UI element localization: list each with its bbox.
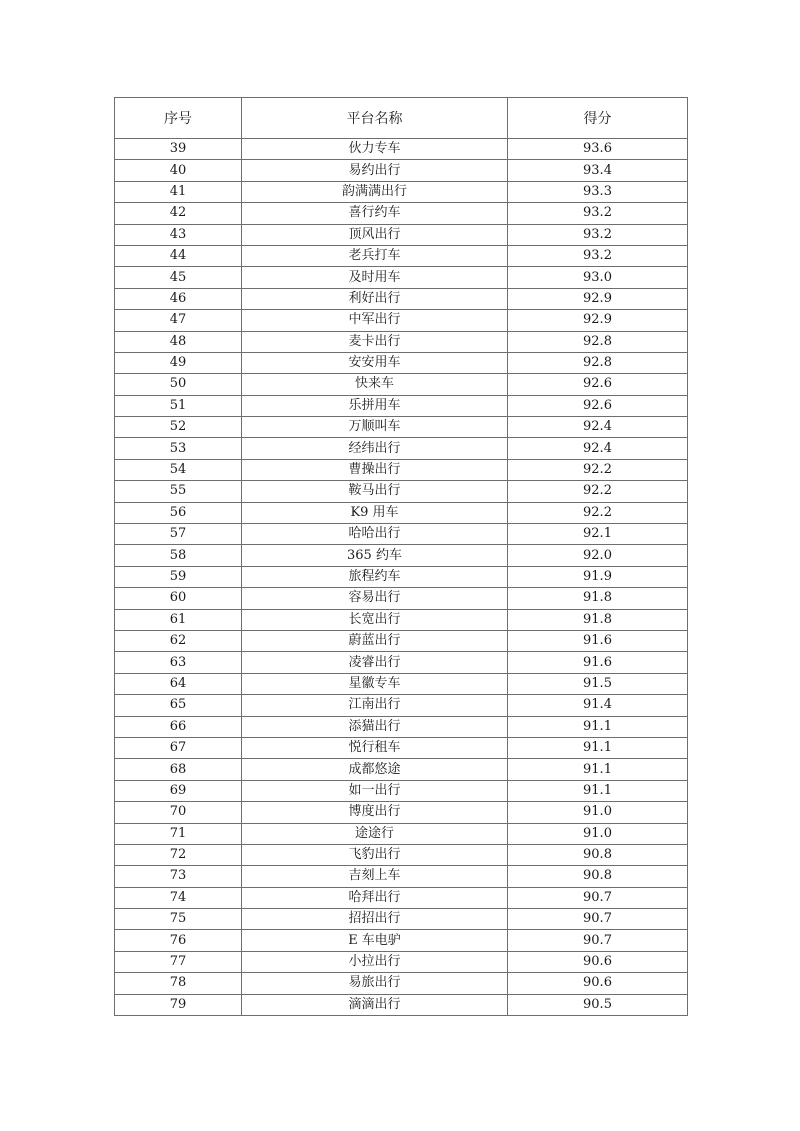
cell-score: 91.1 [508, 780, 688, 801]
cell-platform-name: 中军出行 [242, 310, 508, 331]
cell-platform-name: 安安用车 [242, 352, 508, 373]
table-row [115, 887, 688, 908]
table-row [115, 994, 688, 1015]
cell-score: 92.2 [508, 502, 688, 523]
header-index: 序号 [115, 98, 242, 139]
table-row [115, 224, 688, 245]
table-row [115, 909, 688, 930]
cell-index: 56 [115, 502, 242, 523]
cell-index: 69 [115, 780, 242, 801]
cell-platform-name: 成都悠途 [242, 759, 508, 780]
cell-platform-name: 顶风出行 [242, 224, 508, 245]
table-row [115, 438, 688, 459]
cell-score: 91.9 [508, 566, 688, 587]
cell-score: 90.6 [508, 951, 688, 972]
table-row [115, 802, 688, 823]
cell-platform-name: 滴滴出行 [242, 994, 508, 1015]
cell-platform-name: 凌睿出行 [242, 652, 508, 673]
cell-index: 46 [115, 288, 242, 309]
cell-platform-name: 添猫出行 [242, 716, 508, 737]
table-row [115, 652, 688, 673]
cell-index: 45 [115, 267, 242, 288]
table-row [115, 395, 688, 416]
cell-index: 39 [115, 139, 242, 160]
cell-platform-name: 经纬出行 [242, 438, 508, 459]
cell-index: 65 [115, 695, 242, 716]
table-row [115, 566, 688, 587]
cell-index: 43 [115, 224, 242, 245]
table-row [115, 973, 688, 994]
cell-index: 57 [115, 524, 242, 545]
table-row [115, 288, 688, 309]
cell-index: 58 [115, 545, 242, 566]
cell-score: 91.1 [508, 759, 688, 780]
cell-index: 54 [115, 459, 242, 480]
cell-platform-name: 途途行 [242, 823, 508, 844]
table-row [115, 374, 688, 395]
cell-platform-name: 长宽出行 [242, 609, 508, 630]
cell-score: 92.9 [508, 288, 688, 309]
table-row [115, 737, 688, 758]
cell-index: 51 [115, 395, 242, 416]
cell-platform-name: 利好出行 [242, 288, 508, 309]
table-row [115, 866, 688, 887]
cell-index: 76 [115, 930, 242, 951]
table-row [115, 951, 688, 972]
table-row [115, 139, 688, 160]
table-row [115, 716, 688, 737]
cell-score: 93.0 [508, 267, 688, 288]
table-row [115, 780, 688, 801]
table-row [115, 245, 688, 266]
table-row [115, 310, 688, 331]
table-row [115, 524, 688, 545]
cell-index: 52 [115, 417, 242, 438]
cell-index: 44 [115, 245, 242, 266]
header-score: 得分 [508, 98, 688, 139]
cell-score: 91.4 [508, 695, 688, 716]
cell-index: 49 [115, 352, 242, 373]
cell-platform-name: E 车电驴 [242, 930, 508, 951]
cell-score: 92.8 [508, 331, 688, 352]
cell-score: 93.2 [508, 245, 688, 266]
cell-score: 91.0 [508, 802, 688, 823]
cell-score: 91.5 [508, 673, 688, 694]
cell-score: 92.6 [508, 395, 688, 416]
header-platform-name: 平台名称 [242, 98, 508, 139]
cell-platform-name: 悦行租车 [242, 737, 508, 758]
cell-platform-name: 韵满满出行 [242, 181, 508, 202]
cell-score: 91.1 [508, 737, 688, 758]
cell-index: 61 [115, 609, 242, 630]
cell-platform-name: 曹操出行 [242, 459, 508, 480]
cell-index: 42 [115, 203, 242, 224]
cell-index: 55 [115, 481, 242, 502]
cell-index: 53 [115, 438, 242, 459]
cell-platform-name: 旅程约车 [242, 566, 508, 587]
cell-platform-name: 麦卡出行 [242, 331, 508, 352]
cell-index: 70 [115, 802, 242, 823]
cell-index: 67 [115, 737, 242, 758]
cell-score: 92.2 [508, 459, 688, 480]
cell-platform-name: 吉刻上车 [242, 866, 508, 887]
cell-score: 92.4 [508, 417, 688, 438]
cell-score: 92.8 [508, 352, 688, 373]
cell-score: 91.8 [508, 609, 688, 630]
cell-platform-name: 快来车 [242, 374, 508, 395]
table-row [115, 695, 688, 716]
cell-index: 40 [115, 160, 242, 181]
table-row [115, 417, 688, 438]
table-row [115, 630, 688, 651]
cell-score: 91.0 [508, 823, 688, 844]
cell-score: 93.6 [508, 139, 688, 160]
cell-platform-name: 江南出行 [242, 695, 508, 716]
cell-index: 60 [115, 588, 242, 609]
table-row [115, 331, 688, 352]
cell-platform-name: 星徽专车 [242, 673, 508, 694]
table-body [115, 139, 688, 1016]
table-header-row [115, 98, 688, 139]
cell-score: 93.3 [508, 181, 688, 202]
cell-platform-name: 老兵打车 [242, 245, 508, 266]
cell-score: 91.1 [508, 716, 688, 737]
cell-index: 62 [115, 630, 242, 651]
table-row [115, 267, 688, 288]
cell-platform-name: 如一出行 [242, 780, 508, 801]
ranking-table [114, 97, 688, 1016]
cell-index: 41 [115, 181, 242, 202]
cell-platform-name: 博度出行 [242, 802, 508, 823]
cell-score: 90.5 [508, 994, 688, 1015]
cell-index: 59 [115, 566, 242, 587]
cell-score: 93.2 [508, 224, 688, 245]
cell-index: 71 [115, 823, 242, 844]
cell-score: 91.6 [508, 630, 688, 651]
cell-score: 90.8 [508, 844, 688, 865]
table-row [115, 588, 688, 609]
cell-score: 93.4 [508, 160, 688, 181]
table-row [115, 502, 688, 523]
cell-score: 90.7 [508, 909, 688, 930]
cell-platform-name: 365 约车 [242, 545, 508, 566]
cell-index: 47 [115, 310, 242, 331]
cell-index: 68 [115, 759, 242, 780]
cell-index: 63 [115, 652, 242, 673]
cell-score: 90.7 [508, 930, 688, 951]
cell-index: 78 [115, 973, 242, 994]
cell-platform-name: 飞豹出行 [242, 844, 508, 865]
cell-platform-name: 容易出行 [242, 588, 508, 609]
table-row [115, 352, 688, 373]
cell-platform-name: 喜行约车 [242, 203, 508, 224]
cell-platform-name: 蔚蓝出行 [242, 630, 508, 651]
cell-index: 73 [115, 866, 242, 887]
cell-score: 92.2 [508, 481, 688, 502]
cell-index: 75 [115, 909, 242, 930]
table-row [115, 673, 688, 694]
cell-platform-name: 哈哈出行 [242, 524, 508, 545]
cell-platform-name: 及时用车 [242, 267, 508, 288]
cell-score: 90.8 [508, 866, 688, 887]
cell-score: 92.0 [508, 545, 688, 566]
cell-index: 74 [115, 887, 242, 908]
cell-index: 48 [115, 331, 242, 352]
cell-score: 90.7 [508, 887, 688, 908]
cell-index: 72 [115, 844, 242, 865]
cell-platform-name: 易约出行 [242, 160, 508, 181]
table-row [115, 844, 688, 865]
cell-score: 93.2 [508, 203, 688, 224]
cell-platform-name: 招招出行 [242, 909, 508, 930]
cell-score: 91.8 [508, 588, 688, 609]
cell-platform-name: 鞍马出行 [242, 481, 508, 502]
table-row [115, 203, 688, 224]
cell-platform-name: 小拉出行 [242, 951, 508, 972]
cell-score: 92.6 [508, 374, 688, 395]
cell-platform-name: 乐拼用车 [242, 395, 508, 416]
table-row [115, 609, 688, 630]
table-row [115, 930, 688, 951]
table-row [115, 759, 688, 780]
table-row [115, 181, 688, 202]
cell-platform-name: 易旅出行 [242, 973, 508, 994]
cell-index: 77 [115, 951, 242, 972]
cell-index: 66 [115, 716, 242, 737]
cell-platform-name: 万顺叫车 [242, 417, 508, 438]
table-row [115, 545, 688, 566]
table-row [115, 481, 688, 502]
cell-score: 90.6 [508, 973, 688, 994]
cell-score: 91.6 [508, 652, 688, 673]
cell-index: 79 [115, 994, 242, 1015]
table-row [115, 160, 688, 181]
cell-score: 92.9 [508, 310, 688, 331]
cell-platform-name: 伙力专车 [242, 139, 508, 160]
cell-platform-name: K9 用车 [242, 502, 508, 523]
cell-index: 64 [115, 673, 242, 694]
cell-score: 92.1 [508, 524, 688, 545]
cell-index: 50 [115, 374, 242, 395]
table-row [115, 459, 688, 480]
table-row [115, 823, 688, 844]
cell-platform-name: 哈拜出行 [242, 887, 508, 908]
cell-score: 92.4 [508, 438, 688, 459]
